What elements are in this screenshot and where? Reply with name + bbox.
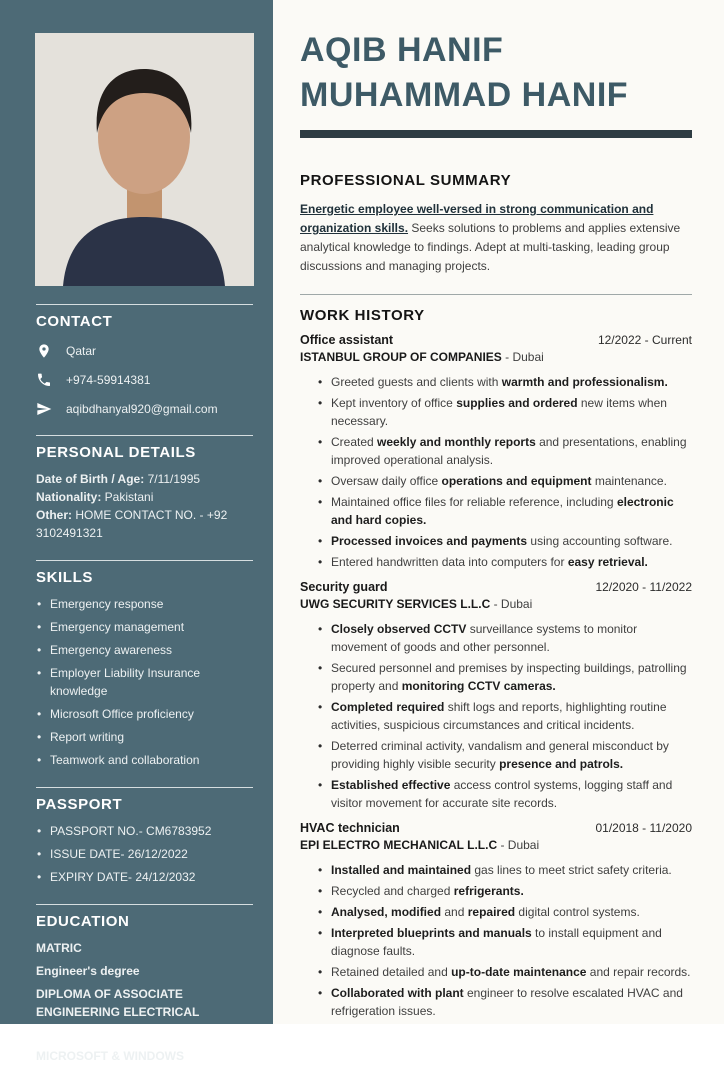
text-segment: weekly and monthly reports [377, 435, 536, 449]
text-segment: up-to-date maintenance [451, 965, 587, 979]
text-segment: electronic and hard copies. [331, 495, 674, 527]
contact-text: aqibdhanyal920@gmail.com [66, 402, 218, 416]
contact-item [36, 343, 253, 359]
bullet-item [318, 620, 692, 656]
text-segment: Processed invoices and payments [331, 534, 528, 548]
text-segment: presence and patrols. [499, 757, 624, 771]
bullet-item [318, 776, 692, 812]
detail-value: 7/11/1995 [144, 472, 201, 486]
contact-item [36, 401, 253, 417]
skill-item: • Employer Liability Insurance knowledge [36, 664, 253, 700]
sidebar-section-passport [36, 787, 253, 886]
name-line-1: AQIB HANIF [300, 31, 504, 69]
bullet-item [318, 394, 692, 430]
text-segment: Collaborated with plant [331, 986, 464, 1000]
text-segment: supplies and ordered [456, 396, 578, 410]
job-header [300, 821, 692, 835]
text-segment: Analysed, modified [331, 905, 442, 919]
text-segment: Recycled and charged [331, 884, 454, 898]
contact-text: +974-59914381 [66, 373, 151, 387]
contact-list [36, 343, 253, 417]
sidebar-section-personal-details [36, 435, 253, 542]
personal-detail-line [36, 488, 253, 506]
skill-item: • Report writing [36, 728, 253, 746]
contact-item [36, 372, 253, 388]
bullet-item [318, 737, 692, 773]
company-name: ISTANBUL GROUP OF COMPANIES [300, 350, 502, 364]
job-bullets [300, 373, 692, 571]
personal-details-heading: PERSONAL DETAILS [36, 444, 196, 461]
text-segment: gas lines to meet strict safety criteria. [471, 863, 672, 877]
bullet-item [318, 493, 692, 529]
bullet-item [318, 903, 692, 921]
sidebar [0, 0, 273, 1063]
bullet-item [318, 433, 692, 469]
text-segment: Oversaw daily office [331, 474, 442, 488]
bullet-item [318, 472, 692, 490]
text-segment: warmth and professionalism. [501, 375, 668, 389]
text-segment: operations and equipment [441, 474, 592, 488]
company-name: EPI ELECTRO MECHANICAL L.L.C [300, 838, 498, 852]
skill-item: • Microsoft Office proficiency [36, 705, 253, 723]
contact-heading: CONTACT [36, 313, 113, 330]
text-segment: and repair records. [586, 965, 691, 979]
summary-heading: PROFESSIONAL SUMMARY [300, 172, 512, 189]
education-heading: EDUCATION [36, 913, 130, 930]
bullet-item [318, 373, 692, 391]
text-segment: access control systems, logging staff and visitor movement for accurate site records. [331, 778, 673, 810]
company-location: - Dubai [501, 350, 544, 364]
job-entry [300, 333, 692, 571]
text-segment: refrigerants. [453, 884, 524, 898]
main-content [273, 0, 724, 1024]
passport-heading: PASSPORT [36, 796, 123, 813]
passport-item: • EXPIRY DATE- 24/12/2032 [36, 868, 253, 886]
job-company [300, 597, 692, 611]
candidate-name [300, 28, 692, 118]
sidebar-section-skills [36, 560, 253, 769]
bullet-item [318, 698, 692, 734]
sidebar-section-contact [36, 304, 253, 417]
text-segment: and [441, 905, 468, 919]
skill-item: • Emergency response [36, 595, 253, 613]
education-line: Engineer's degree [36, 964, 140, 978]
text-segment: Created [331, 435, 378, 449]
text-segment: and presentations, enabling improved operational analysis. [331, 435, 687, 467]
text-segment: to install equipment and diagnose faults. [331, 926, 662, 958]
summary-paragraph [300, 200, 692, 276]
skill-item: • Teamwork and collaboration [36, 751, 253, 769]
education-line: MATRIC [36, 941, 82, 955]
profile-photo [36, 33, 253, 286]
text-segment: surveillance systems to monitor movement of goods and other personnel. [331, 622, 638, 654]
skills-heading: SKILLS [36, 569, 93, 586]
job-dates: 12/2022 - Current [597, 333, 692, 347]
text-segment: Kept inventory of office [331, 396, 457, 410]
text-segment: Deterred criminal activity, vandalism and general misconduct by providing highly visible security [331, 739, 669, 771]
name-line-2: MUHAMMAD HANIF [300, 76, 629, 114]
text-segment: Installed and maintained [331, 863, 472, 877]
phone-icon [36, 372, 52, 388]
bullet-item [318, 532, 692, 550]
text-segment: Entered handwritten data into computers for [331, 555, 568, 569]
contact-text: Qatar [66, 344, 97, 358]
job-list [300, 333, 692, 1020]
job-header [300, 333, 692, 347]
text-segment: easy retrieval. [567, 555, 648, 569]
bullet-item [318, 984, 692, 1020]
personal-details-lines [36, 470, 253, 542]
sidebar-section-education [36, 904, 253, 1065]
text-segment: Retained detailed and [331, 965, 452, 979]
passport-item: • ISSUE DATE- 26/12/2022 [36, 845, 253, 863]
detail-label: Other: [36, 508, 72, 522]
personal-detail-line [36, 506, 253, 542]
text-segment: repaired [467, 905, 516, 919]
education-lines [36, 939, 253, 1021]
name-underline-bar [300, 130, 692, 138]
section-professional-summary [300, 172, 692, 276]
skills-list [36, 595, 253, 769]
passport-item: • PASSPORT NO.- CM6783952 [36, 822, 253, 840]
bullet-item [318, 861, 692, 879]
job-role: Office assistant [300, 333, 394, 347]
education-extra: MICROSOFT & WINDOWS [36, 1049, 184, 1063]
profile-photo-placeholder [36, 33, 253, 286]
text-segment: engineer to resolve escalated HVAC and refrigeration issues. [331, 986, 683, 1018]
section-work-history [300, 294, 692, 1020]
job-bullets [300, 861, 692, 1020]
text-segment: Maintained office files for reliable reference, including [331, 495, 617, 509]
company-location: - Dubai [497, 838, 540, 852]
detail-value: Pakistani [101, 490, 154, 504]
skill-item: • Emergency awareness [36, 641, 253, 659]
job-company [300, 350, 692, 364]
job-dates: 01/2018 - 11/2020 [595, 821, 692, 835]
text-segment: Seeks solutions to problems and applies extensive analytical knowledge to findings. Adept at multi-tasking, leading group discussions and managing projects. [300, 221, 681, 273]
job-company [300, 838, 692, 852]
text-segment: Completed required [331, 700, 445, 714]
text-segment: Interpreted blueprints and manuals [331, 926, 532, 940]
detail-value: HOME CONTACT NO. - +92 3102491321 [36, 508, 228, 540]
text-segment: Greeted guests and clients with [331, 375, 502, 389]
job-header [300, 580, 692, 594]
job-entry [300, 821, 692, 1020]
job-role: HVAC technician [300, 821, 400, 835]
text-segment: monitoring CCTV cameras. [401, 679, 556, 693]
detail-label: Nationality: [36, 490, 102, 504]
work-history-heading: WORK HISTORY [300, 307, 425, 324]
text-segment: shift logs and reports, highlighting routine activities, suspicious circumstances and critical incidents. [331, 700, 667, 732]
text-segment: maintenance. [591, 474, 667, 488]
bullet-item [318, 924, 692, 960]
skill-item: • Emergency management [36, 618, 253, 636]
text-segment: using accounting software. [527, 534, 673, 548]
text-segment: Closely observed CCTV [331, 622, 467, 636]
job-bullets [300, 620, 692, 812]
text-segment: Secured personnel and premises by inspecting buildings, patrolling property and [331, 661, 687, 693]
text-segment: Established effective [331, 778, 451, 792]
bullet-item [318, 963, 692, 981]
send-icon [36, 401, 52, 417]
bullet-item [318, 659, 692, 695]
text-segment: Energetic employee well-versed in strong communication and organization skills. [300, 202, 654, 235]
bullet-item [318, 882, 692, 900]
text-segment: digital control systems. [515, 905, 640, 919]
detail-label: Date of Birth / Age: [36, 472, 145, 486]
text-segment: new items when necessary. [331, 396, 667, 428]
education-line: DIPLOMA OF ASSOCIATE ENGINEERING ELECTRICAL [36, 987, 200, 1019]
passport-list [36, 822, 253, 886]
company-name: UWG SECURITY SERVICES L.L.C [300, 597, 491, 611]
company-location: - Dubai [490, 597, 533, 611]
location-icon [36, 343, 52, 359]
job-entry [300, 580, 692, 812]
job-dates: 12/2020 - 11/2022 [595, 580, 692, 594]
job-role: Security guard [300, 580, 388, 594]
bullet-item [318, 553, 692, 571]
personal-detail-line [36, 470, 253, 488]
